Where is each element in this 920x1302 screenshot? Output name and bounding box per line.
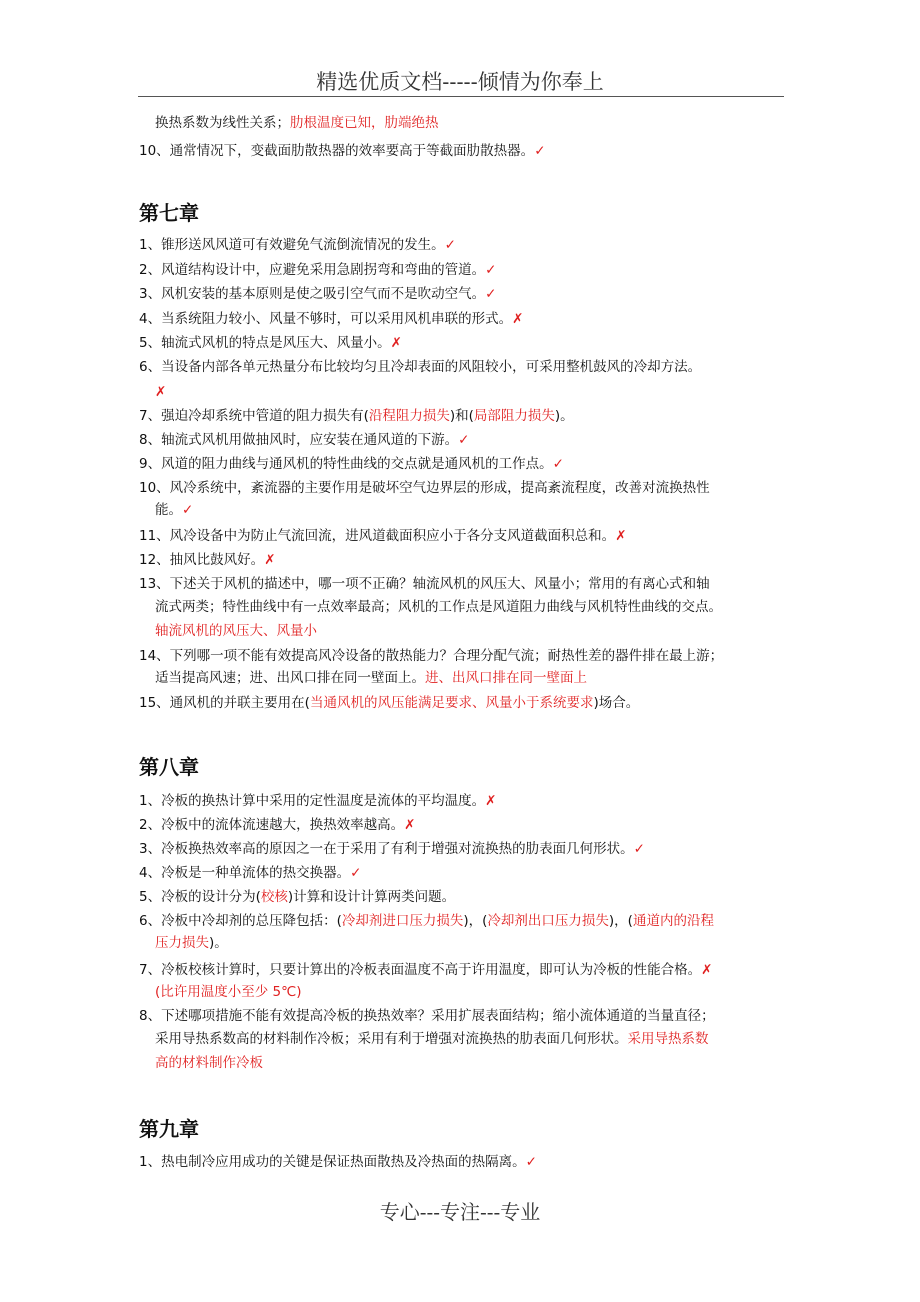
question-item: 2、冷板中的流体流速越大，换热效率越高。✗ xyxy=(139,817,416,833)
question-item: 4、当系统阻力较小、风量不够时，可以采用风机串联的形式。✗ xyxy=(139,311,524,327)
cross-mark-icon: ✗ xyxy=(701,962,713,978)
question-item: 1、锥形送风风道可有效避免气流倒流情况的发生。✓ xyxy=(139,237,456,253)
question-item: 5、冷板的设计分为(校核)计算和设计计算两类问题。 xyxy=(139,889,456,905)
check-mark-icon: ✓ xyxy=(633,841,645,857)
answer-text: 校核 xyxy=(260,889,288,905)
question-item: 7、冷板校核计算时，只要计算出的冷板表面温度不高于许用温度，即可认为冷板的性能合格。✗ xyxy=(139,962,713,978)
cross-mark-icon: ✗ xyxy=(512,311,524,327)
question-continuation: 适当提高风速；进、出风口排在同一壁面上。进、出风口排在同一壁面上 xyxy=(155,670,587,686)
question-item: 1、热电制冷应用成功的关键是保证热面散热及冷热面的热隔离。✓ xyxy=(139,1154,537,1170)
check-mark-icon: ✓ xyxy=(485,262,497,278)
answer-text: 轴流风机的风压大、风量小 xyxy=(155,623,317,639)
question-item: 14、下列哪一项不能有效提高风冷设备的散热能力？合理分配气流；耐热性差的器件排在最上游； xyxy=(139,648,724,664)
question-continuation: 压力损失)。 xyxy=(155,935,228,951)
question-item: 5、轴流式风机的特点是风压大、风量小。✗ xyxy=(139,335,402,351)
question-item: 7、强迫冷却系统中管道的阻力损失有(沿程阻力损失)和(局部阻力损失)。 xyxy=(139,408,574,424)
cross-mark-icon: ✗ xyxy=(390,335,402,351)
question-item: 2、风道结构设计中，应避免采用急剧拐弯和弯曲的管道。✓ xyxy=(139,262,497,278)
chapter-heading: 第八章 xyxy=(139,755,199,779)
check-mark-icon: ✓ xyxy=(350,865,362,881)
question-item: 6、冷板中冷却剂的总压降包括：(冷却剂进口压力损失)，(冷却剂出口压力损失)，(通道内的沿程 xyxy=(139,913,714,929)
cross-mark-icon: ✗ xyxy=(404,817,416,833)
header-divider xyxy=(138,96,784,97)
check-mark-icon: ✓ xyxy=(534,143,546,159)
question-item: 10、风冷系统中，紊流器的主要作用是破坏空气边界层的形成，提高紊流程度，改善对流换热性 xyxy=(139,480,710,496)
check-mark-icon: ✓ xyxy=(485,286,497,302)
cross-mark-icon: ✗ xyxy=(264,552,276,568)
answer-line xyxy=(155,383,166,401)
question-item: 4、冷板是一种单流体的热交换器。✓ xyxy=(139,865,362,881)
answer-text: 通道内的沿程 xyxy=(632,913,714,929)
question-continuation: 流式两类；特性曲线中有一点效率最高；风机的工作点是风道阻力曲线与风机特性曲线的交点。 xyxy=(155,599,722,615)
cross-mark-icon: ✗ xyxy=(155,384,167,400)
answer-text: 冷却剂出口压力损失 xyxy=(487,913,609,929)
answer-text: 压力损失 xyxy=(155,935,209,951)
page-footer: 专心---专注---专业 xyxy=(379,1200,541,1224)
question-item: 15、通风机的并联主要用在(当通风机的风压能满足要求、风量小于系统要求)场合。 xyxy=(139,695,640,711)
question-item: 8、下述哪项措施不能有效提高冷板的换热效率？采用扩展表面结构；缩小流体通道的当量直径； xyxy=(139,1008,715,1024)
answer-text: 沿程阻力损失 xyxy=(368,408,450,424)
question-item: 1、冷板的换热计算中采用的定性温度是流体的平均温度。✗ xyxy=(139,793,497,809)
answer-text: (比许用温度小至少 5℃) xyxy=(155,984,302,1000)
question-continuation: 采用导热系数高的材料制作冷板；采用有利于增强对流换热的肋表面几何形状。采用导热系数 xyxy=(155,1031,709,1047)
answer-text: 当通风机的风压能满足要求、风量小于系统要求 xyxy=(309,695,594,711)
question-continuation: 能。✓ xyxy=(155,502,194,518)
check-mark-icon: ✓ xyxy=(552,456,564,472)
cross-mark-icon: ✗ xyxy=(615,528,627,544)
question-item: 9、风道的阻力曲线与通风机的特性曲线的交点就是通风机的工作点。✓ xyxy=(139,456,564,472)
answer-text: 局部阻力损失 xyxy=(473,408,555,424)
question-item: 13、下述关于风机的描述中，哪一项不正确？轴流风机的风压大、风量小；常用的有离心式和轴 xyxy=(139,576,710,592)
check-mark-icon: ✓ xyxy=(182,502,194,518)
question-item: 10、通常情况下，变截面肋散热器的效率要高于等截面肋散热器。✓ xyxy=(139,143,546,159)
check-mark-icon: ✓ xyxy=(458,432,470,448)
question-item: 6、当设备内部各单元热量分布比较均匀且冷却表面的风阻较小，可采用整机鼓风的冷却方法。 xyxy=(139,359,702,375)
answer-text: 肋根温度已知，肋端绝热 xyxy=(290,115,439,131)
question-item: 11、风冷设备中为防止气流回流，进风道截面积应小于各分支风道截面积总和。✗ xyxy=(139,528,627,544)
question-item: 8、轴流式风机用做抽风时，应安装在通风道的下游。✓ xyxy=(139,432,470,448)
answer-text: 采用导热系数 xyxy=(627,1031,709,1047)
answer-text: 冷却剂进口压力损失 xyxy=(341,913,464,929)
chapter-heading: 第九章 xyxy=(139,1117,199,1141)
page-header: 精选优质文档-----倾情为你奉上 xyxy=(316,70,604,94)
answer-text: 高的材料制作冷板 xyxy=(155,1055,263,1071)
cross-mark-icon: ✗ xyxy=(485,793,497,809)
question-item: 3、冷板换热效率高的原因之一在于采用了有利于增强对流换热的肋表面几何形状。✓ xyxy=(139,841,645,857)
check-mark-icon: ✓ xyxy=(444,237,456,253)
answer-line: 换热系数为线性关系；肋根温度已知，肋端绝热 xyxy=(155,115,439,131)
answer-text: 进、出风口排在同一壁面上 xyxy=(425,670,587,686)
check-mark-icon: ✓ xyxy=(525,1154,537,1170)
question-item: 3、风机安装的基本原则是使之吸引空气而不是吹动空气。✓ xyxy=(139,286,497,302)
chapter-heading: 第七章 xyxy=(139,201,199,225)
question-item: 12、抽风比鼓风好。✗ xyxy=(139,552,276,568)
